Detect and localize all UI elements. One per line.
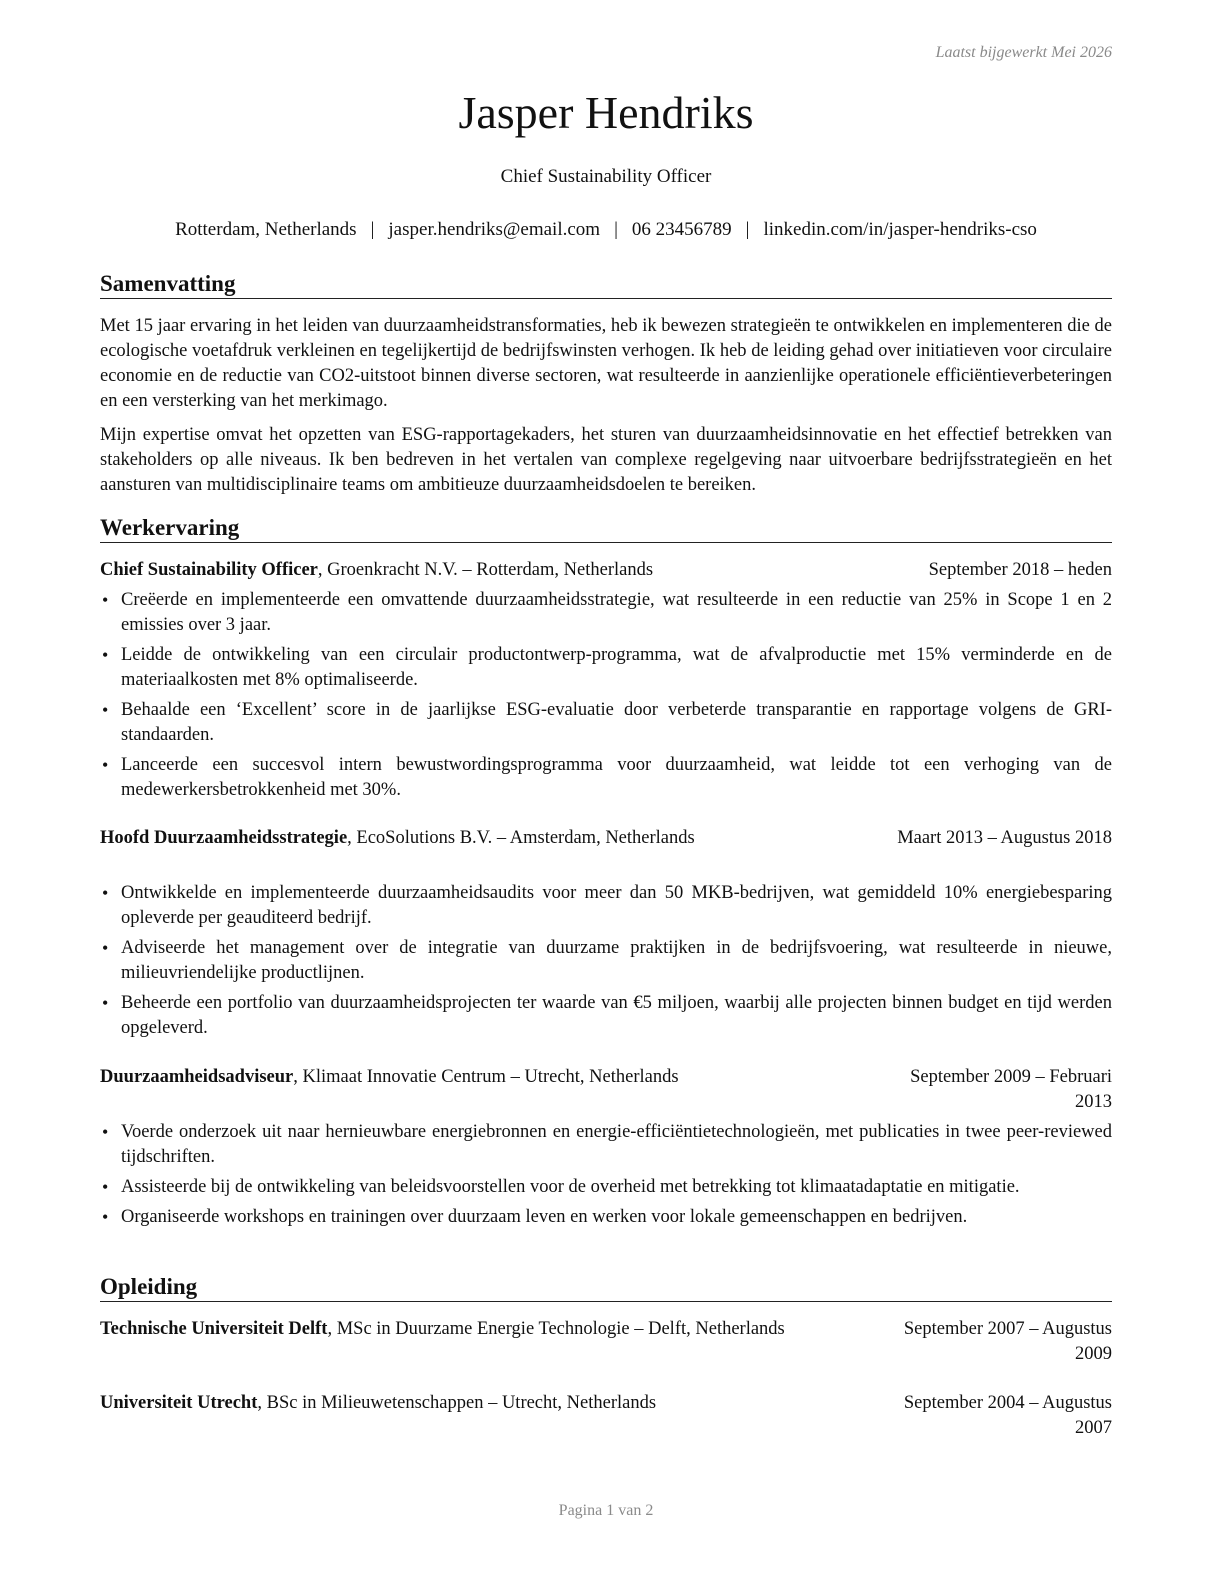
section-heading-experience: Werkervaring bbox=[100, 515, 1112, 543]
contact-linkedin[interactable]: linkedin.com/in/jasper-hendriks-cso bbox=[763, 219, 1037, 240]
candidate-title: Chief Sustainability Officer bbox=[500, 166, 712, 187]
job-role: Hoofd Duurzaamheidsstrategie bbox=[100, 828, 348, 848]
list-item: • Behaalde een ‘Excellent’ score in de jaarlijkse ESG-evaluatie door verbeterde transparantie en rapportage volgens de GRI-standaarden. bbox=[100, 698, 1112, 748]
list-item: • Assisteerde bij de ontwikkeling van beleidsvoorstellen voor de overheid met betrekking tot klimaatadaptatie en mitigatie. bbox=[100, 1175, 1112, 1200]
education-degree: , MSc in Duurzame Energie Technologie – Delft, Netherlands bbox=[327, 1319, 785, 1339]
job-bullets bbox=[100, 1120, 1112, 1235]
job-header bbox=[100, 1065, 1112, 1112]
job-header bbox=[100, 826, 1112, 851]
list-item: • Leidde de ontwikkeling van een circulair productontwerp-programma, wat de afvalproductie met 15% verminderde en de materiaalkosten met 8% optimaliseerde. bbox=[100, 643, 1112, 693]
education-school: Technische Universiteit Delft bbox=[100, 1319, 328, 1339]
education-entry bbox=[100, 1391, 1112, 1438]
contact-separator: | bbox=[370, 219, 375, 240]
list-item: • Lanceerde een succesvol intern bewustwordingsprogramma voor duurzaamheid, wat leidde tot een verhoging van de medewerkersbetrokkenheid met 30%. bbox=[100, 753, 1112, 803]
list-item: • Adviseerde het management over de integratie van duurzame praktijken in de bedrijfsvoering, wat resulteerde in nieuwe, milieuvriendelijke productlijnen. bbox=[100, 936, 1112, 986]
summary-paragraph-2: Mijn expertise omvat het opzetten van ESG-rapportagekaders, het sturen van duurzaamheidsinnovatie en het effectief betrekken van stakeholders op alle niveaus. Ik ben bedreven in het vertalen van complexe regelgeving naar uitvoerbare bedrijfsstrategieën en het aansturen van multidisciplinaire teams om ambitieuze duurzaamheidsdoelen te bereiken. bbox=[100, 425, 1112, 495]
job-organization: , Klimaat Innovatie Centrum – Utrecht, Netherlands bbox=[293, 1067, 679, 1087]
last-updated: Laatst bijgewerkt Mei 2026 bbox=[935, 44, 1112, 61]
education-date: September 2007 – Augustus 2009 bbox=[903, 1319, 1112, 1364]
job-header bbox=[100, 558, 1112, 583]
contact-separator: | bbox=[614, 219, 618, 240]
job-bullets bbox=[100, 588, 1112, 808]
contact-email[interactable]: jasper.hendriks@email.com bbox=[388, 219, 601, 240]
section-heading-education: Opleiding bbox=[100, 1274, 1112, 1302]
education-school: Universiteit Utrecht bbox=[100, 1393, 258, 1413]
job-role: Duurzaamheidsadviseur bbox=[100, 1067, 294, 1087]
list-item: • Beheerde een portfolio van duurzaamheidsprojecten ter waarde van €5 miljoen, waarbij alle projecten binnen budget en tijd werden opgeleverd. bbox=[100, 991, 1112, 1041]
education-degree: , BSc in Milieuwetenschappen – Utrecht, Netherlands bbox=[257, 1393, 657, 1413]
contact-location: Rotterdam, Netherlands bbox=[175, 219, 357, 240]
summary-paragraph-1: Met 15 jaar ervaring in het leiden van duurzaamheidstransformaties, heb ik bewezen strategieën te ontwikkelen en implementeren die de ecologische voetafdruk verkleinen en tegelijkertijd de bedrijfswinsten verhogen. Ik heb de leiding gehad over initiatieven voor circulaire economie en de reductie van CO2-uitstoot binnen diverse sectoren, wat resulteerde in aanzienlijke operationele efficiëntieverbeteringen en een versterking van het merkimago. bbox=[100, 316, 1112, 411]
contact-separator: | bbox=[745, 219, 750, 240]
contact-phone: 06 23456789 bbox=[631, 219, 732, 240]
education-date: September 2004 – Augustus 2007 bbox=[903, 1393, 1112, 1438]
list-item: • Voerde onderzoek uit naar hernieuwbare energiebronnen en energie-efficiëntietechnologieën, met publicaties in twee peer-reviewed tijdschriften. bbox=[100, 1120, 1112, 1170]
candidate-name: Jasper Hendriks bbox=[458, 87, 754, 138]
contact-line bbox=[80, 219, 1132, 241]
resume-page bbox=[100, 0, 1112, 1584]
job-organization: , Groenkracht N.V. – Rotterdam, Netherlands bbox=[317, 560, 654, 580]
job-date: Maart 2013 – Augustus 2018 bbox=[897, 828, 1112, 848]
page-number: Pagina 1 van 2 bbox=[558, 1502, 654, 1519]
job-organization: , EcoSolutions B.V. – Amsterdam, Netherlands bbox=[347, 828, 695, 848]
list-item: • Organiseerde workshops en trainingen over duurzaam leven en werken voor lokale gemeenschappen en bedrijven. bbox=[100, 1205, 1112, 1230]
section-heading-summary: Samenvatting bbox=[100, 271, 1112, 299]
list-item: • Creëerde en implementeerde een omvattende duurzaamheidsstrategie, wat resulteerde in een reductie van 25% in Scope 1 en 2 emissies over 3 jaar. bbox=[100, 588, 1112, 638]
job-date: September 2009 – Februari 2013 bbox=[910, 1067, 1112, 1112]
list-item: • Ontwikkelde en implementeerde duurzaamheidsaudits voor meer dan 50 MKB-bedrijven, wat gemiddeld 10% energiebesparing opleverde per geauditeerd bedrijf. bbox=[100, 881, 1112, 931]
education-entry bbox=[100, 1317, 1112, 1364]
job-bullets bbox=[100, 881, 1112, 1046]
job-role: Chief Sustainability Officer bbox=[100, 560, 318, 580]
job-date: September 2018 – heden bbox=[928, 560, 1112, 580]
